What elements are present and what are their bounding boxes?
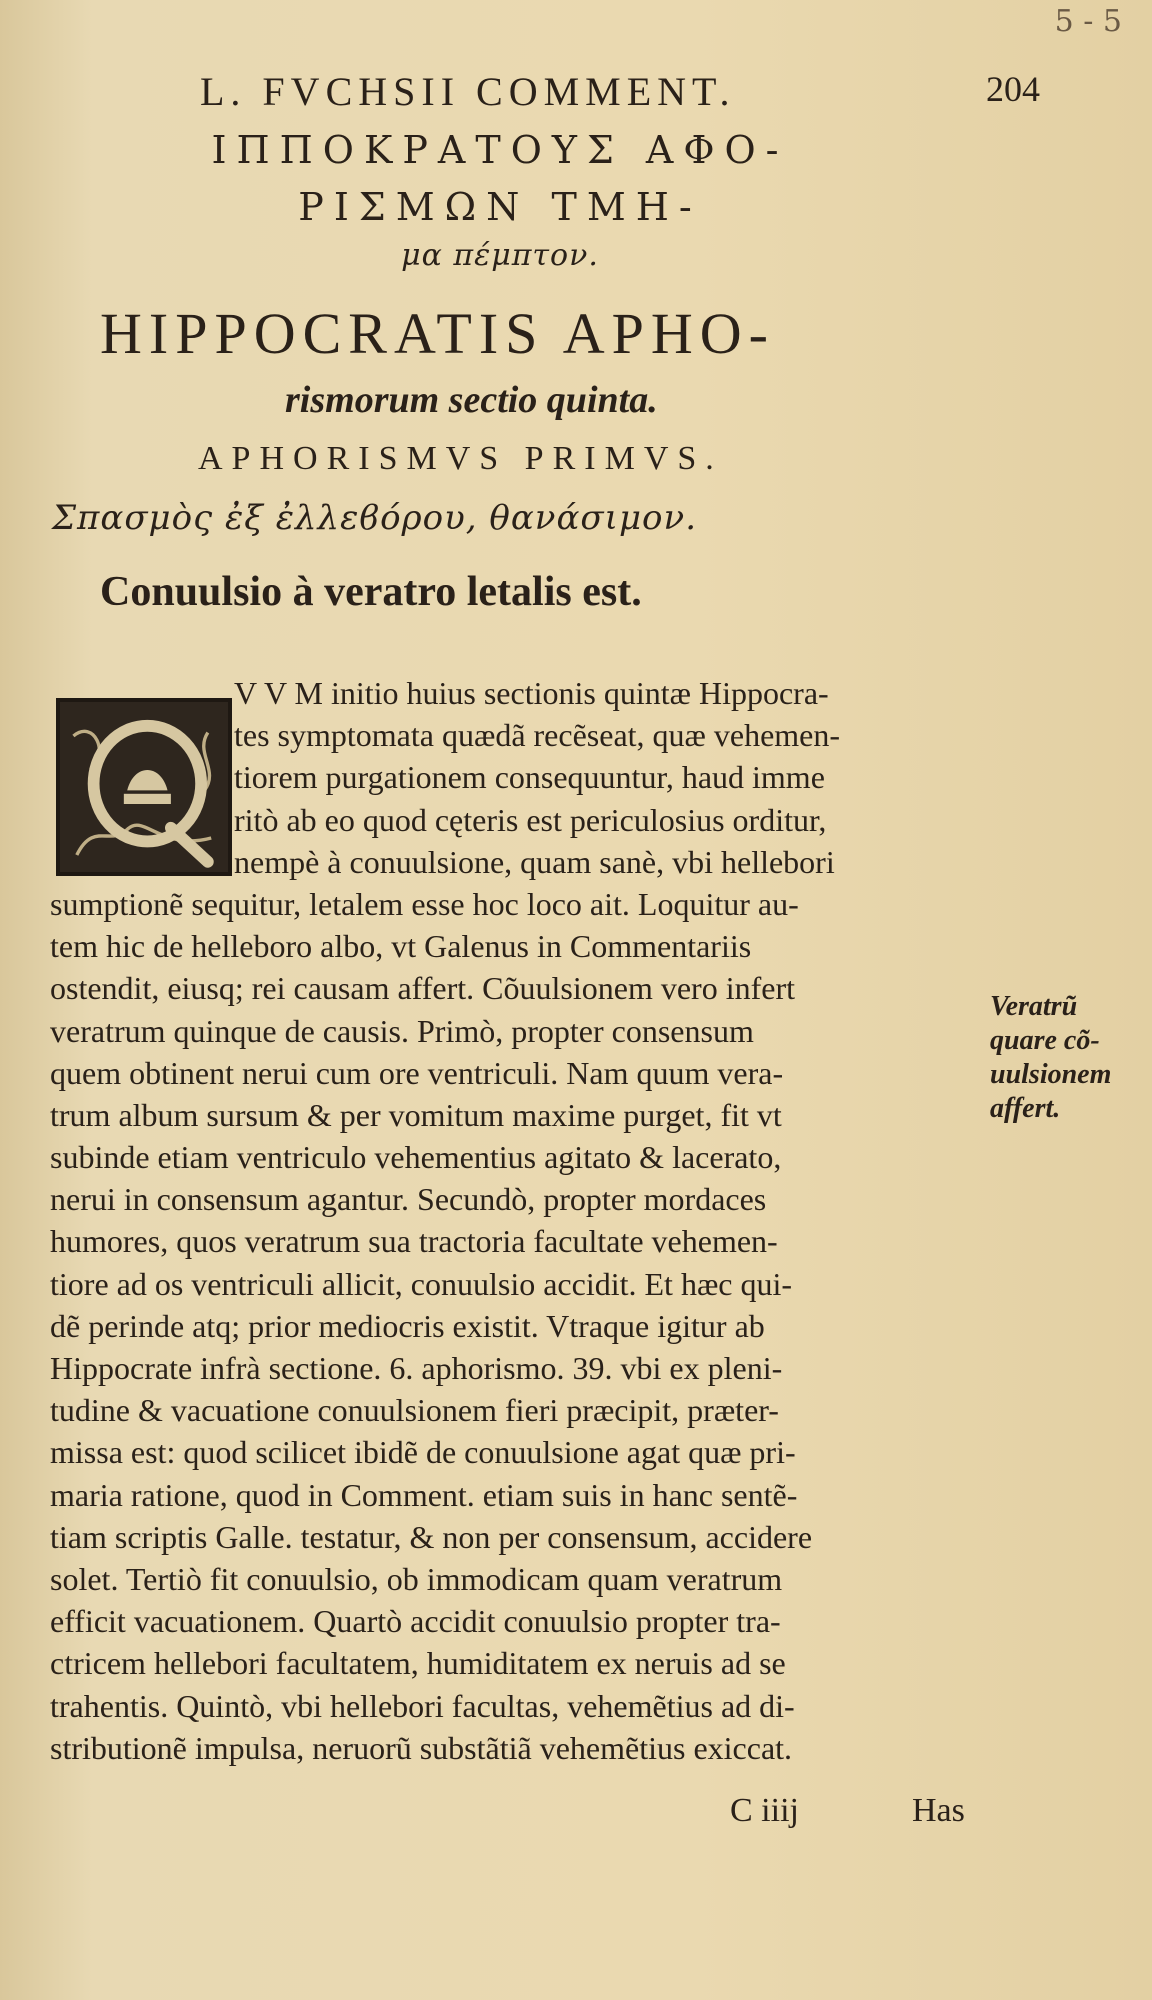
body-text <box>50 672 980 1769</box>
page-number: 204 <box>986 69 1040 109</box>
latin-title: HIPPOCRATIS APHO- <box>100 301 775 366</box>
body-line: veratrum quinque de causis. Primò, propter consensum <box>50 1012 754 1049</box>
body-line: dẽ perinde atq; prior mediocris existit. Vtraque igitur ab <box>50 1307 765 1344</box>
signature-mark: C iiij <box>730 1792 799 1829</box>
body-line: solet. Tertiò fit conuulsio, ob immodicam quam veratrum <box>50 1560 783 1597</box>
body-line: stributionẽ impulsa, neruorũ substãtiã vehemẽtius exiccat. <box>50 1729 793 1766</box>
body-line: quem obtinent nerui cum ore ventriculi. Nam quum vera- <box>50 1054 784 1091</box>
body-line: tem hic de helleboro albo, vt Galenus in Commentariis <box>50 928 752 965</box>
corner-mark: 5 - 5 <box>1054 4 1122 39</box>
greek-heading-line-1: ΙΠΠΟΚΡΑΤΟΥΣ ΑΦΟ- <box>211 128 789 172</box>
body-line: tiam scriptis Galle. testatur, & non per consensum, accidere <box>50 1518 813 1555</box>
margin-note-line: uulsionem <box>990 1059 1112 1090</box>
body-line: nempè à conuulsione, quam sanè, vbi hellebori <box>234 843 835 880</box>
greek-heading-line-3: μα πέμπτον. <box>401 238 599 273</box>
body-line: nerui in consensum agantur. Secundò, propter mordaces <box>50 1181 767 1218</box>
latin-aphorism: Conuulsio à veratro letalis est. <box>100 569 642 615</box>
body-line: V V M initio huius sectionis quintæ Hippocra- <box>234 675 829 711</box>
body-line: tes symptomata quædã recẽseat, quæ vehemen- <box>234 717 841 754</box>
body-line: Hippocrate infrà sectione. 6. aphorismo. 39. vbi ex pleni- <box>50 1350 783 1386</box>
margin-note-line: Veratrũ <box>990 991 1078 1022</box>
body-line: tudine & vacuatione conuulsionem fieri præcipit, præter- <box>50 1392 779 1429</box>
section-heading: APHORISMVS PRIMVS. <box>198 440 723 477</box>
catchword: Has <box>912 1792 965 1829</box>
margin-note-line: quare cõ- <box>990 1025 1100 1056</box>
body-line: trum album sursum & per vomitum maxime purget, fit vt <box>50 1096 782 1133</box>
body-line: ctricem hellebori facultatem, humiditatem ex neruis ad se <box>50 1645 786 1682</box>
body-line: ritò ab eo quod cęteris est periculosius orditur, <box>234 801 827 838</box>
body-line: sumptionẽ sequitur, letalem esse hoc loco ait. Loquitur au- <box>50 885 799 922</box>
body-line: maria ratione, quod in Comment. etiam suis in hanc sentẽ- <box>50 1476 798 1513</box>
body-line: efficit vacuationem. Quartò accidit conuulsio propter tra- <box>50 1603 781 1640</box>
body-line: ostendit, eiusq; rei causam affert. Cõuulsionem vero infert <box>50 970 795 1007</box>
body-line: subinde etiam ventriculo vehementius agitato & lacerato, <box>50 1139 782 1176</box>
greek-aphorism: Σπασμὸς ἐξ ἐλλεϐόρου, θανάσιμον. <box>52 498 697 538</box>
body-line: missa est: quod scilicet ibidẽ de conuulsione agat quæ pri- <box>50 1434 796 1471</box>
margin-note-line: affert. <box>990 1093 1061 1124</box>
body-line: trahentis. Quintò, vbi hellebori facultas, vehemẽtius ad di- <box>50 1687 795 1724</box>
running-head <box>200 68 1040 118</box>
greek-heading-line-2: ΡΙΣΜΩΝ ΤΜΗ- <box>298 185 702 229</box>
body-line: tiore ad os ventriculi allicit, conuulsio accidit. Et hæc qui- <box>50 1265 793 1302</box>
margin-note <box>990 990 1140 1126</box>
running-title: L. FVCHSII COMMENT. <box>200 69 736 114</box>
latin-subtitle: rismorum sectio quinta. <box>285 379 658 421</box>
body-line: humores, quos veratrum sua tractoria facultate vehemen- <box>50 1223 778 1260</box>
body-line: tiorem purgationem consequuntur, haud imme <box>234 759 825 796</box>
